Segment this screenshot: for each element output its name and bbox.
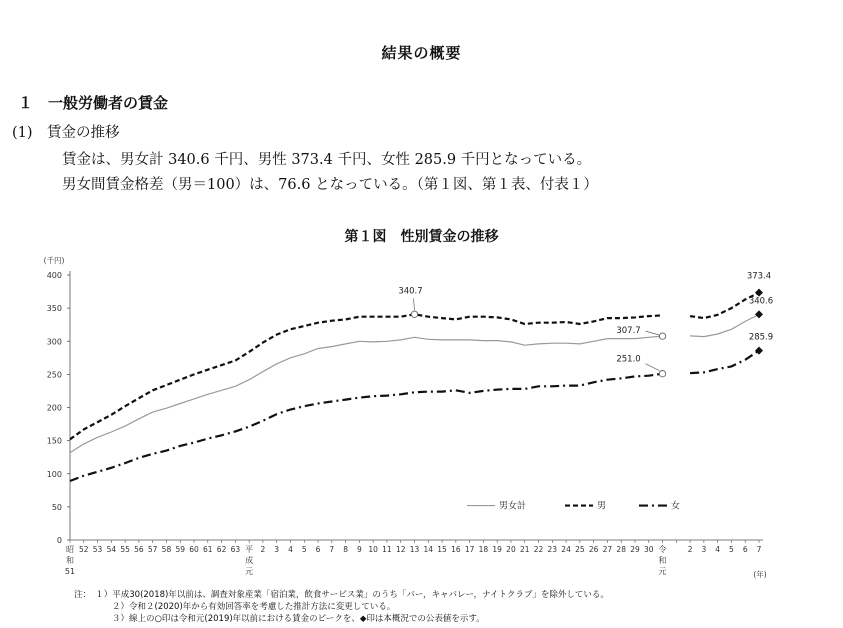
x-tick-label: 4 xyxy=(288,545,293,554)
x-tick-label: 12 xyxy=(395,545,406,554)
x-tick-label: 成 xyxy=(245,556,254,565)
x-tick-label: 24 xyxy=(561,545,571,554)
x-tick-label: 23 xyxy=(547,545,558,554)
x-tick-label: 60 xyxy=(189,545,199,554)
x-tick-label: 18 xyxy=(478,545,489,554)
subsection-heading: (1) 賃金の推移 xyxy=(12,125,120,141)
annotation-female-published: 285.9 xyxy=(748,332,774,343)
x-tick-label: 9 xyxy=(356,545,362,554)
annotation-leader xyxy=(646,331,660,335)
x-tick-label: 51 xyxy=(64,567,76,576)
y-tick-label: 100 xyxy=(46,469,62,479)
x-tick-label: 元 xyxy=(658,567,667,576)
x-tick-label: 21 xyxy=(519,545,530,554)
x-tick-label: 30 xyxy=(643,545,654,554)
x-tick-label: 2 xyxy=(260,545,266,554)
y-tick-label: 300 xyxy=(46,337,62,347)
peak-marker-female xyxy=(659,371,665,377)
published-marker-total xyxy=(755,310,763,318)
x-tick-label: 3 xyxy=(701,545,707,554)
x-tick-label: 4 xyxy=(715,545,721,554)
x-tick-label: 25 xyxy=(575,545,585,554)
y-axis-unit-label: (千円) xyxy=(43,256,65,265)
x-tick-label: 52 xyxy=(79,545,89,554)
x-tick-label: 54 xyxy=(106,545,117,554)
x-tick-label: 和 xyxy=(66,556,74,565)
x-tick-label: 62 xyxy=(216,545,227,554)
x-tick-label: 和 xyxy=(658,556,667,565)
annotation-total-peak: 307.7 xyxy=(616,326,641,337)
x-tick-label: 2 xyxy=(687,545,693,554)
x-tick-label: 17 xyxy=(464,545,475,554)
x-tick-label: 19 xyxy=(492,545,502,554)
y-tick-label: 200 xyxy=(46,403,62,413)
section-heading: １ 一般労働者の賃金 xyxy=(18,94,169,112)
x-tick-label: 10 xyxy=(368,545,378,554)
x-tick-label: 令 xyxy=(658,545,667,554)
x-tick-label: 59 xyxy=(175,545,186,554)
x-tick-label: 6 xyxy=(315,545,321,554)
published-marker-female xyxy=(755,347,763,355)
x-tick-label: 13 xyxy=(409,545,420,554)
series-line-female xyxy=(70,374,663,481)
x-tick-label: 5 xyxy=(301,545,307,554)
y-tick-label: 350 xyxy=(46,304,62,314)
x-tick-label: 29 xyxy=(630,545,640,554)
x-tick-label: 8 xyxy=(343,545,348,554)
x-tick-label: 56 xyxy=(134,545,144,554)
x-tick-label: 27 xyxy=(602,545,613,554)
x-tick-label: 5 xyxy=(729,545,734,554)
y-tick-label: 400 xyxy=(46,271,62,280)
x-tick-label: 7 xyxy=(756,545,762,554)
x-tick-label: 7 xyxy=(329,545,335,554)
x-tick-label: 61 xyxy=(203,545,213,554)
x-tick-label: 15 xyxy=(437,545,447,554)
series-line-female xyxy=(690,351,759,374)
legend-label: 男 xyxy=(597,501,607,512)
x-axis-unit-label: (年) xyxy=(753,570,767,579)
summary-paragraph-gap: 男女間賃金格差（男＝100）は、76.6 となっている。（第１図、第１表、付表１） xyxy=(62,177,598,193)
x-tick-label: 14 xyxy=(423,545,434,554)
legend-label: 女 xyxy=(671,501,681,512)
x-tick-label: 元 xyxy=(245,567,254,576)
legend-label: 男女計 xyxy=(499,501,527,512)
y-tick-label: 150 xyxy=(46,436,62,446)
summary-paragraph-wages: 賃金は、男女計 340.6 千円、男性 373.4 千円、女性 285.9 千円となっている。 xyxy=(62,152,592,168)
x-tick-label: 53 xyxy=(92,545,103,554)
chart-note-1: 注： １）平成30(2018)年以前は、調査対象産業「宿泊業，飲食サービス業」のうち「バー，キャバレー，ナイトクラブ」を除外している。 xyxy=(74,590,609,600)
x-tick-label: 6 xyxy=(742,545,748,554)
x-tick-label: 平 xyxy=(245,545,254,554)
series-line-male xyxy=(70,314,663,439)
annotation-female-peak: 251.0 xyxy=(616,354,641,365)
peak-marker-total xyxy=(659,333,665,339)
annotation-male-published: 373.4 xyxy=(746,271,772,282)
x-tick-label: 20 xyxy=(506,545,516,554)
chart-note-2: ２）令和２(2020)年から有効回答率を考慮した推計方法に変更している。 xyxy=(112,602,396,612)
x-tick-label: 22 xyxy=(533,545,544,554)
annotation-leader xyxy=(646,364,660,371)
x-tick-label: 63 xyxy=(230,545,241,554)
chart-note-3: ３）線上の○印は令和元(2019)年以前における賃金のピークを、◆印は本概況での公表値を示す。 xyxy=(112,614,485,624)
x-tick-label: 26 xyxy=(588,545,599,554)
peak-marker-male xyxy=(411,311,417,317)
annotation-male-peak: 340.7 xyxy=(398,286,423,297)
x-tick-label: 57 xyxy=(147,545,158,554)
y-tick-label: 0 xyxy=(56,536,62,545)
x-tick-label: 28 xyxy=(616,545,626,554)
x-tick-label: 昭 xyxy=(66,545,74,554)
x-tick-label: 55 xyxy=(120,545,130,554)
chart-title: 第１図 性別賃金の推移 xyxy=(344,229,499,245)
x-tick-label: 11 xyxy=(382,545,392,554)
x-tick-label: 3 xyxy=(274,545,280,554)
y-tick-label: 50 xyxy=(51,502,62,512)
annotation-total-published: 340.6 xyxy=(748,296,774,307)
x-tick-label: 16 xyxy=(451,545,461,554)
series-line-total xyxy=(70,336,663,453)
x-tick-label: 58 xyxy=(161,545,172,554)
y-tick-label: 250 xyxy=(46,370,62,380)
annotation-leader xyxy=(414,298,415,310)
document-title: 結果の概要 xyxy=(381,44,462,62)
